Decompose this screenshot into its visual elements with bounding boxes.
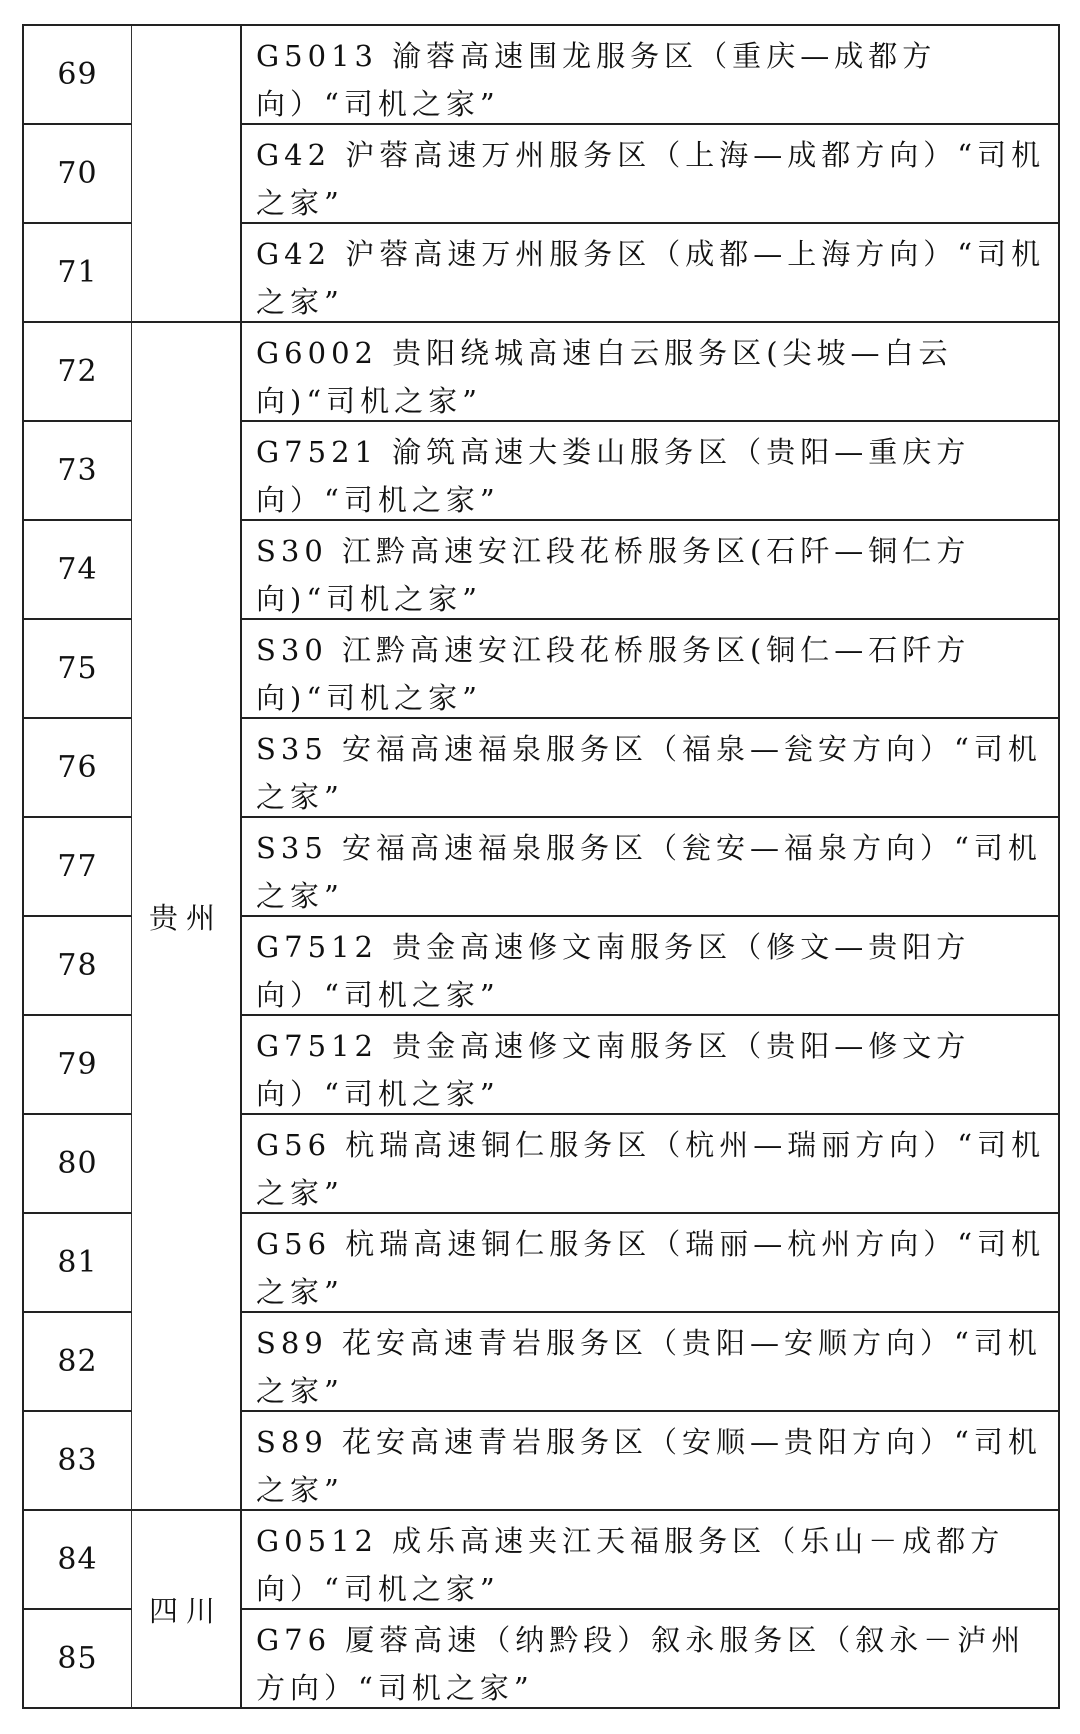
service-area-name: S35 安福高速福泉服务区（福泉—瓮安方向）“司机之家”	[240, 719, 1060, 818]
service-area-name: S89 花安高速青岩服务区（贵阳—安顺方向）“司机之家”	[240, 1313, 1060, 1412]
province-label: 四川	[148, 1593, 223, 1628]
service-area-name: G76 厦蓉高速（纳黔段）叙永服务区（叙永－泸州方向）“司机之家”	[240, 1610, 1060, 1709]
row-number: 70	[24, 125, 132, 224]
service-area-name: G6002 贵阳绕城高速白云服务区(尖坡—白云向)“司机之家”	[240, 323, 1060, 422]
row-number: 81	[24, 1214, 132, 1313]
service-area-name: S89 花安高速青岩服务区（安顺—贵阳方向）“司机之家”	[240, 1412, 1060, 1511]
row-number: 79	[24, 1016, 132, 1115]
row-number: 85	[24, 1610, 132, 1709]
province-cell-sichuan	[132, 1511, 240, 1709]
service-area-name: S35 安福高速福泉服务区（瓮安—福泉方向）“司机之家”	[240, 818, 1060, 917]
row-number: 80	[24, 1115, 132, 1214]
province-cell-guizhou	[132, 323, 240, 1511]
service-area-table	[22, 24, 1060, 1709]
service-area-name: S30 江黔高速安江段花桥服务区(石阡—铜仁方向)“司机之家”	[240, 521, 1060, 620]
row-number: 77	[24, 818, 132, 917]
row-number: 78	[24, 917, 132, 1016]
row-number: 76	[24, 719, 132, 818]
row-number: 82	[24, 1313, 132, 1412]
province-label: 贵州	[148, 900, 223, 935]
service-area-name: S30 江黔高速安江段花桥服务区(铜仁—石阡方向)“司机之家”	[240, 620, 1060, 719]
service-area-name: G56 杭瑞高速铜仁服务区（杭州—瑞丽方向）“司机之家”	[240, 1115, 1060, 1214]
row-number: 71	[24, 224, 132, 323]
row-number: 75	[24, 620, 132, 719]
service-area-name: G7521 渝筑高速大娄山服务区（贵阳—重庆方向）“司机之家”	[240, 422, 1060, 521]
service-area-name: G42 沪蓉高速万州服务区（上海—成都方向）“司机之家”	[240, 125, 1060, 224]
row-number: 69	[24, 26, 132, 125]
service-area-name: G0512 成乐高速夹江天福服务区（乐山－成都方向）“司机之家”	[240, 1511, 1060, 1610]
row-number: 73	[24, 422, 132, 521]
service-area-name: G5013 渝蓉高速围龙服务区（重庆—成都方向）“司机之家”	[240, 26, 1060, 125]
row-number: 84	[24, 1511, 132, 1610]
row-number: 74	[24, 521, 132, 620]
row-number: 83	[24, 1412, 132, 1511]
service-area-name: G56 杭瑞高速铜仁服务区（瑞丽—杭州方向）“司机之家”	[240, 1214, 1060, 1313]
service-area-name: G7512 贵金高速修文南服务区（修文—贵阳方向）“司机之家”	[240, 917, 1060, 1016]
province-cell-chongqing	[132, 26, 240, 323]
row-number: 72	[24, 323, 132, 422]
service-area-name: G42 沪蓉高速万州服务区（成都—上海方向）“司机之家”	[240, 224, 1060, 323]
service-area-name: G7512 贵金高速修文南服务区（贵阳—修文方向）“司机之家”	[240, 1016, 1060, 1115]
